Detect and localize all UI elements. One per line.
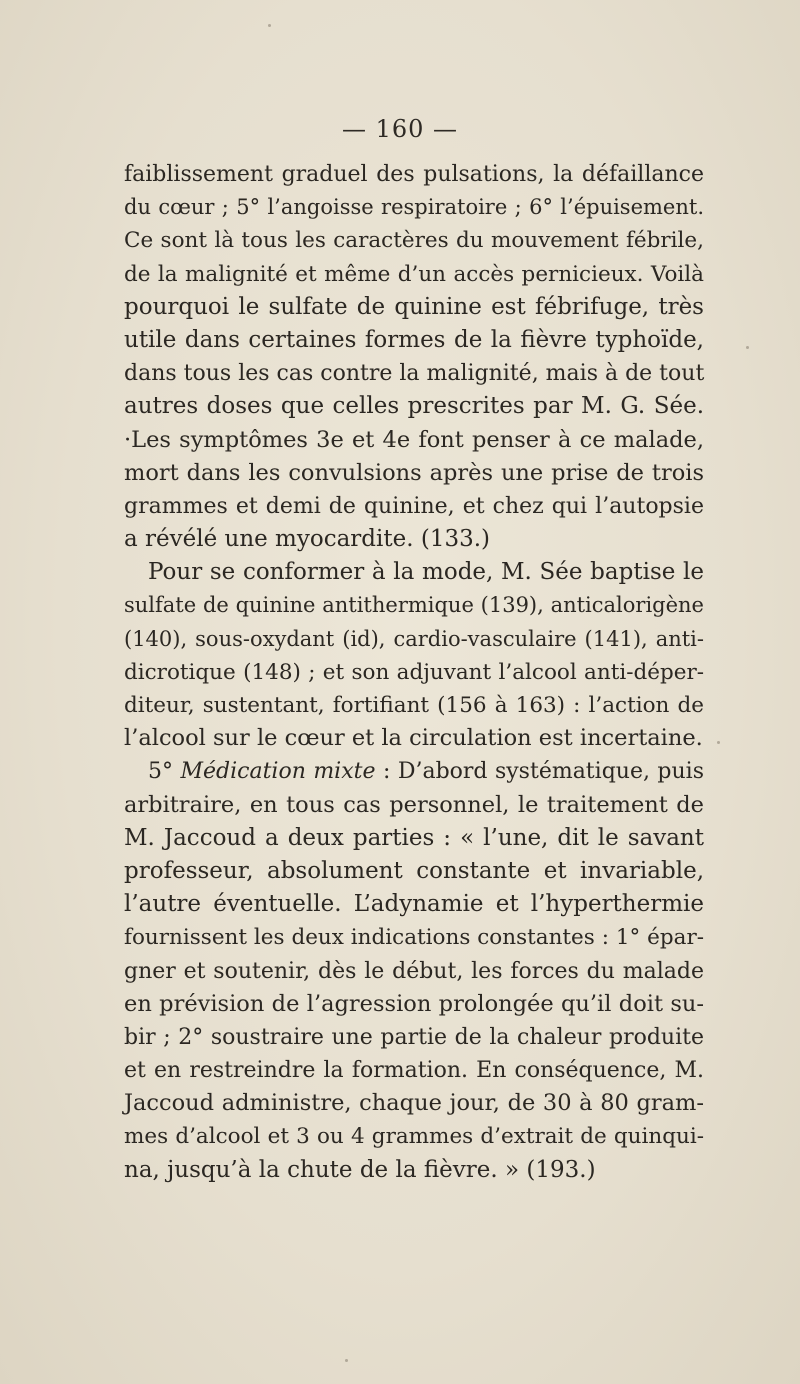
- page-number: — 160 —: [341, 115, 459, 143]
- text-line: professeur, absolument constante et invariable,: [124, 857, 704, 884]
- text-line: du cœur ; 5° l’angoisse respiratoire ; 6° l’épuisement.: [124, 195, 704, 220]
- text-line: Ce sont là tous les caractères du mouvement fébrile,: [124, 228, 704, 254]
- text-line: [124, 755, 704, 788]
- body-text: [124, 158, 704, 1187]
- text-line: Jaccoud administre, chaque jour, de 30 à 80 gram-: [124, 1090, 704, 1117]
- text-line: gner et soutenir, dès le début, les forces du malade: [124, 958, 704, 984]
- text-line: grammes et demi de quinine, et chez qui l’autopsie: [124, 493, 704, 519]
- text-line: mes d’alcool et 3 ou 4 grammes d’extrait de quinqui-: [124, 1124, 704, 1150]
- text-line: de la malignité et même d’un accès pernicieux. Voilà: [124, 261, 704, 287]
- text-line: (140), sous-oxydant (id), cardio-vasculaire (141), anti-: [124, 626, 704, 651]
- text-line: l’alcool sur le cœur et la circulation est incertaine.: [124, 725, 703, 752]
- text-line: bir ; 2° soustraire une partie de la chaleur produite: [124, 1024, 704, 1050]
- text-line: et en restreindre la formation. En conséquence, M.: [124, 1058, 704, 1084]
- paper-speck: [345, 1359, 348, 1362]
- text-line: sulfate de quinine antithermique (139), anticalorigène: [124, 593, 704, 618]
- text-line: en prévision de l’agression prolongée qu’il doit su-: [124, 990, 704, 1017]
- text-line: M. Jaccoud a deux parties : « l’une, dit le savant: [124, 824, 704, 851]
- text-line: a révélé une myocardite. (133.): [124, 526, 491, 553]
- paper-speck: [746, 346, 749, 349]
- text-line: ·Les symptômes 3e et 4e font penser à ce malade,: [124, 426, 704, 453]
- text-line: pourquoi le sulfate de quinine est fébrifuge, très: [124, 293, 704, 320]
- paper-speck: [717, 741, 720, 744]
- text-line: Pour se conformer à la mode, M. Sée baptise le: [148, 559, 704, 586]
- text-line: na, jusqu’à la chute de la fièvre. » (193.): [124, 1156, 596, 1183]
- text-line: autres doses que celles prescrites par M. G. Sée.: [124, 393, 704, 420]
- text-line: diteur, sustentant, fortifiant (156 à 163) : l’action de: [124, 693, 704, 718]
- text-line: dans tous les cas contre la malignité, mais à de tout: [124, 361, 705, 387]
- text-line: fournissent les deux indications constantes : 1° épar-: [124, 925, 704, 951]
- section-number: 5°: [148, 759, 181, 785]
- line-text: : D’abord systématique, puis: [375, 759, 704, 785]
- text-line: faiblissement graduel des pulsations, la défaillance: [124, 162, 704, 187]
- text-line: l’autre éventuelle. L’adynamie et l’hyperthermie: [124, 891, 704, 918]
- text-line: arbitraire, en tous cas personnel, le traitement de: [124, 791, 704, 818]
- paper-speck: [268, 24, 271, 27]
- text-line: utile dans certaines formes de la fièvre typhoïde,: [124, 326, 704, 353]
- section-heading: Médication mixte: [180, 759, 376, 785]
- text-line: mort dans les convulsions après une prise de trois: [124, 459, 704, 486]
- text-line: dicrotique (148) ; et son adjuvant l’alcool anti-déper-: [124, 659, 704, 685]
